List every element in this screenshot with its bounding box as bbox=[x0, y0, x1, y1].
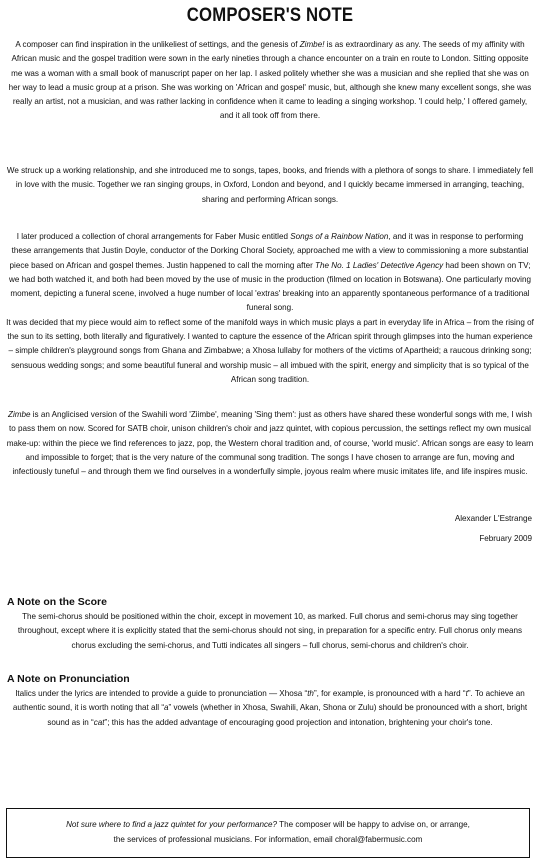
pronunciation-note-text bbox=[6, 687, 534, 730]
pron-text-3: ”. To achieve an authentic sound, it is worth noting that all “ bbox=[12, 689, 525, 713]
work-title-zimbe: Zimbe! bbox=[299, 40, 325, 49]
intro-paragraph bbox=[6, 38, 534, 124]
contact-text: The composer will be happy to advise on, or arrange, bbox=[277, 820, 470, 829]
pronunciation-note-heading: A Note on Pronunciation bbox=[7, 673, 130, 685]
signature-name: Alexander L'Estrange bbox=[454, 514, 532, 523]
tv-show-title: The No. 1 Ladies' Detective Agency bbox=[315, 260, 444, 270]
pron-text-5: ”; this has the added advantage of encouraging good projection and intonation, brightening your choir's tone. bbox=[104, 717, 493, 727]
commission-text-b: , and it was in response to performing these arrangements that Justin Doyle, conductor of the Dorking Choral Society, approached me with a view to commissioning a more substantial piece based on African and gospel themes. Justin happened to call the morning after bbox=[9, 232, 529, 270]
contact-info-box bbox=[6, 808, 530, 858]
signature-date: February 2009 bbox=[479, 534, 532, 543]
pron-text-2: ”, for example, is pronounced with a hard “ bbox=[313, 689, 466, 698]
page-title: COMPOSER'S NOTE bbox=[186, 5, 354, 26]
pron-italic-t: t bbox=[465, 689, 468, 698]
score-note-text: The semi-chorus should be positioned within the choir, except in movement 10, as marked. Full chorus and semi-chorus may sing together throughout, except where it is explicitly stated that the semi-chorus should not sing, in preparation for a specific entry. Full chorus only means chorus excluding the semi-chorus, and Tutti indicates all singers – full chorus, semi-chorus and children's choir. bbox=[17, 612, 523, 650]
pron-italic-cat: cat bbox=[93, 717, 105, 727]
work-title-zimbe-2: Zimbe bbox=[8, 410, 31, 419]
pron-italic-th: th bbox=[307, 689, 314, 698]
book-title: Songs of a Rainbow Nation bbox=[290, 232, 389, 241]
contact-question: Not sure where to find a jazz quintet for your performance? bbox=[66, 820, 278, 829]
intro-text-a: A composer can find inspiration in the unlikeliest of settings, and the genesis of bbox=[15, 40, 300, 49]
commission-text-d: It was decided that my piece would aim to reflect some of the manifold ways in which music plays a part in everyday life in Africa – from the rising of the sun to its setting, both literally and figuratively. I wanted to capture the essence of the African spirit through glimpses into the human experience – simple children's playground songs from Ghana and Zimbabwe; a Xhosa lullaby for mothers of the victims of Apartheid; a raucous drinking song; sensuous wedding songs; and some beautiful funeral and worship music – all imbued with the spirit, energy and simplicity that is so typical of the African song tradition. bbox=[6, 317, 534, 384]
intro-text-b: is as extraordinary as any. The seeds of my affinity with African music and the gospel tradition were sown in the early nineties through a chance encounter on a train en route to London. Sitting opposite me was a woman with a small book of manuscript paper on her lap. I asked politely whether she was a musician and she replied that she was on her way to lead a music group at a prison. She was working on 'African and gospel' music, but, although she knew many excellent songs, she was really an artist, not a musician, and was rather lacking in confidence when it came to leading a singing workshop. 'I could help,' I offered gamely, and it all took off from there. bbox=[8, 40, 532, 121]
zimbe-paragraph bbox=[6, 408, 534, 479]
score-note-heading: A Note on the Score bbox=[7, 596, 107, 608]
pron-text-1: Italics under the lyrics are intended to provide a guide to pronunciation — Xhosa “ bbox=[15, 689, 308, 698]
commission-paragraph bbox=[6, 230, 534, 387]
pron-italic-a: a bbox=[164, 703, 169, 713]
zimbe-text: is an Anglicised version of the Swahili word 'Ziimbe', meaning 'Sing them': just as others have shared these wonderful songs with me, I wish to pass them on now. Scored for SATB choir, unison children's choir and jazz quintet, with copious percussion, the settings reflect my own musical make-up: within the piece we find references to jazz, pop, the Western choral tradition and, of course, 'world music'. African songs are easy to learn and impossible to forget; that is the very nature of the communal song tradition. The songs I have chosen to arrange are fun, moving and infectiously tuneful – and through them we find ourselves in a wonderfully simple, joyous realm where music imitates life, and life inspires music. bbox=[6, 410, 534, 477]
commission-text-c: had been shown on TV; we had both watched it, and both had been moved by the use of music in the production (filmed on location in Botswana). One particularly moving moment, depicting a funeral scene, involved a huge number of local 'extras' breaking into an apparently spontaneous performance of a traditional funeral song. bbox=[9, 260, 531, 313]
contact-email-line: the services of professional musicians. For information, email choral@fabermusic.com bbox=[113, 834, 423, 844]
pron-text-4: ” vowels (whether in Xhosa, Swahili, Akan, Shona or Zulu) should be pronounced with a short, bright sound as in “ bbox=[47, 703, 528, 727]
commission-text-a: I later produced a collection of choral arrangements for Faber Music entitled bbox=[16, 232, 291, 241]
relationship-paragraph: We struck up a working relationship, and she introduced me to songs, tapes, books, and friends with a plethora of songs to share. I immediately fell in love with the music. Together we ran singing groups, in Oxford, London and beyond, and I quickly became immersed in arranging, teaching, sharing and performing African songs. bbox=[6, 166, 534, 204]
